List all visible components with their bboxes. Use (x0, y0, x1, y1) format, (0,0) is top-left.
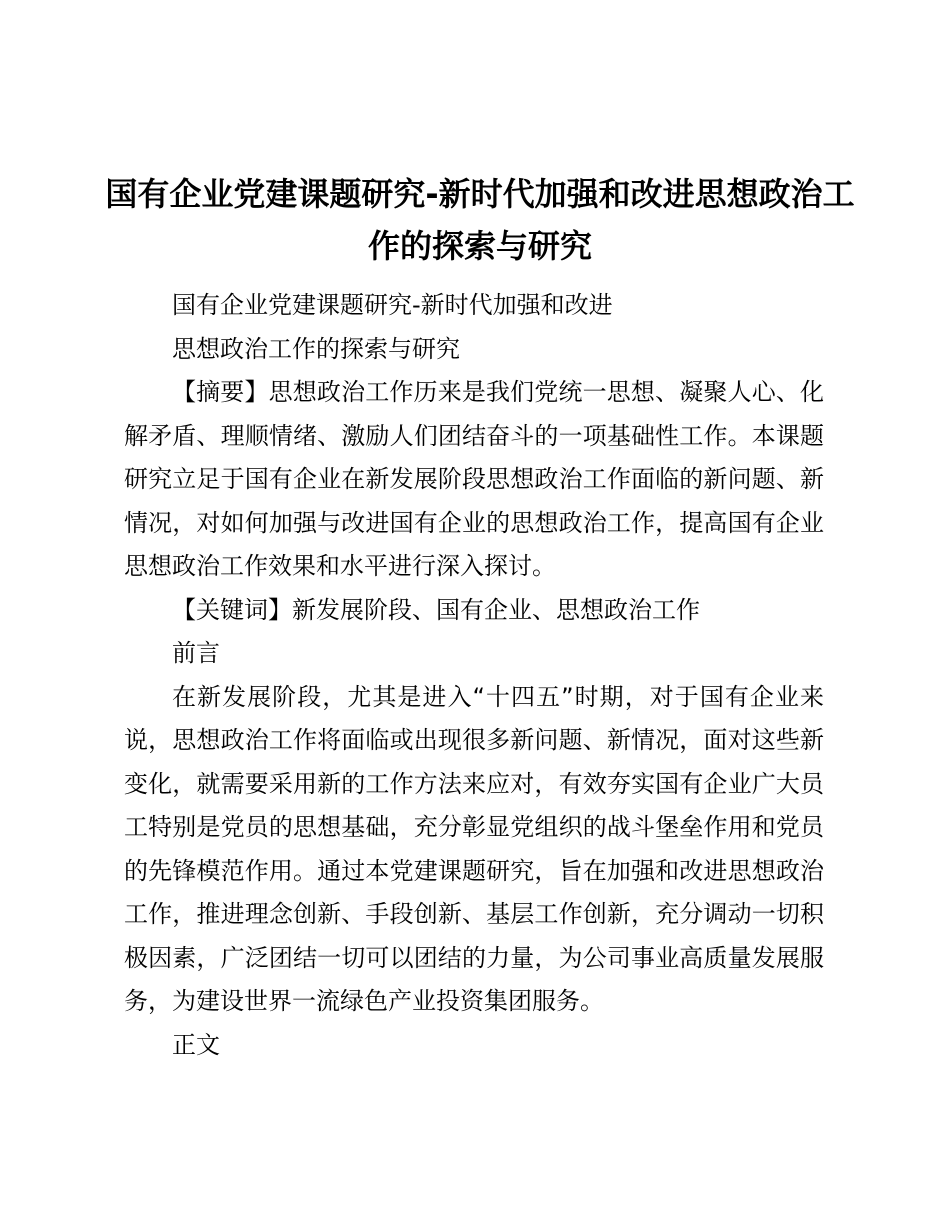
section-heading-main: 正文 (172, 1030, 220, 1059)
preface-paragraph: 在新发展阶段，尤其是进入“十四五”时期，对于国有企业来说，思想政治工作将面临或出现很多新问题、新情况，面对这些新变化，就需要采用新的工作方法来应对，有效夯实国有企业广大员工特别是党员的思想基础，充分彰显党组织的战斗堡垒作用和党员的先锋模范作用。通过本党建课题研究，旨在加强和改进思想政治工作，推进理念创新、手段创新、基层工作创新，充分调动一切积极因素，广泛团结一切可以团结的力量，为公司事业高质量发展服务，为建设世界一流绿色产业投资集团服务。 (124, 682, 824, 1015)
subtitle-line-1: 国有企业党建课题研究-新时代加强和改进 (172, 291, 613, 319)
subtitle-line-2: 思想政治工作的探索与研究 (172, 334, 460, 363)
section-heading-preface: 前言 (172, 639, 220, 667)
keywords-paragraph: 【关键词】新发展阶段、国有企业、思想政治工作 (172, 595, 700, 624)
document-title: 国有企业党建课题研究-新时代加强和改进思想政治工作的探索与研究 (105, 175, 855, 265)
abstract-paragraph: 【摘要】思想政治工作历来是我们党统一思想、凝聚人心、化解矛盾、理顺情绪、激励人们团结奋斗的一项基础性工作。本课题研究立足于国有企业在新发展阶段思想政治工作面临的新问题、新情况，对如何加强与改进国有企业的思想政治工作，提高国有企业思想政治工作效果和水平进行深入探讨。 (124, 378, 824, 580)
document-body (124, 284, 824, 1067)
